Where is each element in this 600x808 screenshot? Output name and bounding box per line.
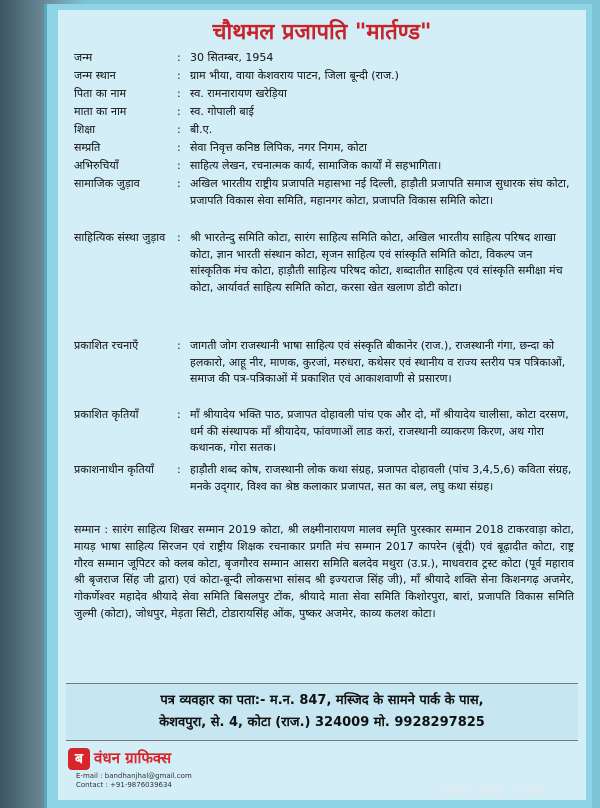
info-value: माँ श्रीयादेय भक्ति पाठ, प्रजापत दोहावली पांच एक और दो, माँ श्रीयादेय चालीसा, कोटा दरसण, धर्म की संस्थापक माँ श्रीयादेय, फांवणाओं लाड करां, राजस्थानी व्याकरण किरण, अथ गोरा कथानक, गोरा सतक। — [190, 408, 569, 454]
publisher-contact: Contact : +91-9876039634 — [76, 781, 172, 789]
biography-panel: चौथमल प्रजापति "मार्तण्ड" जन्म : 30 सितम्बर, 1954 जन्म स्थान : ग्राम भीया, वाया केशवराय पाटन, जिला बून्दी (राज.) पिता का नाम : स्व. रामनारायण खरेड़िया माता का नाम : स्व. गोपाली बाई शिक्षा : बी.ए. सम्प्रति : सेवा निवृत्त कनिष्ठ लिपिक, नगर निगम, कोटा अभिरुचियाँ : साहित्य लेखन, रचनात्मक कार्य, सामाजिक कार्यों में सहभागिता। सामाजिक जुड़ाव : अखिल भारतीय राष्ट्रीय प्रजापति महासभा नई दिल्ली, हाड़ौती प्रजापति समाज सुधारक संघ कोटा, प्रजापति विकास सेवा समिति, महानगर कोटा, प्रजापति विकास समिति कोटा। साहित्यिक संस्था जुड़ाव : श्री भारतेन्दु समिति कोटा, सारंग साहित्य समिति कोटा, अखिल भारतीय साहित्य परिषद शाखा कोटा, ज्ञान भारती संस्थान कोटा, सृजन साहित्य एवं सांस्कृति समिति कोटा, विकल्प जन सांस्कृतिक मंच कोटा, हाड़ौती साहित्य परिषद कोटा, शब्दातीत साहित्य एवं सांस्कृति समीक्षा मंच कोटा, आर्यावर्त साहित्य समिति कोटा, करसा खेत खलाण डोटी कोटा। प्रकाशित रचनाएँ : जागती जोग राजस्थानी भाषा साहित्य एवं संस्कृति बीकानेर (राज.), राजस्थानी गंगा, छन्दा को हलकारो, आहू नीर, माणक, कुरजां, मरुधरा, कथेसर एवं स्थानीय व राज्य स्तरीय पत्र पत्रिकाओं, समाज की पत्र-पत्रिकाओं में प्रकाशित एवं आकाशवाणी से प्रसारण। प्रकाशित कृतियाँ : माँ श्रीयादेय भक्ति पाठ, प्रजापत दोहावली पांच एक और दो, माँ श्रीयादेय चालीसा, कोटा दरसण, धर्म की संस्थापक माँ श्रीयादेय, फांवणाओं लाड करां, राजस्थानी व्याकरण किरण, अथ गोरा कथानक, गोरा सतक। प्रकाशनाधीन कृतियाँ : हाड़ौती शब्द कोष, राजस्थानी लोक कथा संग्रह, प्रजापत दोहावली (पांच 3,4,5,6) कविता संग्रह, मनके उद्‌गार, विश्व का श्रेष्ठ कलाकार प्रजापत, सत का बल, लघु कथा संग्रह। सम्मान : सारंग साहित्य शिखर सम्मान 2019 कोटा, श्री लक्ष्मीनारायण मालव स्मृति पुरस्कार सम्मान 2018 टाकरवाड़ा कोटा, मायड़ भाषा साहित्य सिरजन एवं राष्ट्रीय शिक्षक रचनाकार प्रगति मंच सम्मान 2017 कापरेन (बूंदी) एवं बूढ़ादीत कोटा, राष्ट्र गौरव सम्मान जूपिटर को क्लब कोटा, बृजगौरव सम्मान आसरा समिति बलदेव मथुरा (उ.प्र.), माधवराव ट्रस्ट कोटा (पूर्व महाराव श्री बृजराज सिंह जी द्वारा) एवं कोटा-बून्दी लोकसभा सांसद श्री इज्यराज सिंह जी), माँ श्रीयादे शक्ति सेना किशनगढ़ अजमेर, गोकर्णेश्वर महादेव श्रीयादे सेवा समिति बिसलपुर टोंक, श्रीयादे माता सेवा समिति किशोरपुरा, बारां, प्रजापति विकास समिति जुल्मी (कोटा), जोधपुर, मेड़ता सिटी, टोडारायसिंह ओंक, पुष्कर अजमेर, काव्य कलश कोटा। पत्र व्यवहार का पता:- म.न. 847, मस्जिद के सामने पार्क के पास, केशवपुरा, से. 4, कोटा (राज.) 324009 मो. 9928297825 ब वंधन ग्राफिक्स E-mail : bandhanjhal@gmail.com Contact : +91-9876039634 — [58, 10, 586, 800]
info-value: ग्राम भीया, वाया केशवराय पाटन, जिला बून्दी (राज.) — [190, 69, 399, 82]
photo-timestamp: 28/11/2025 12:09 — [440, 784, 546, 797]
publisher-name: वंधन ग्राफिक्स — [94, 749, 172, 767]
honours-paragraph: सम्मान : सारंग साहित्य शिखर सम्मान 2019 कोटा, श्री लक्ष्मीनारायण मालव स्मृति पुरस्कार सम्मान 2018 टाकरवाड़ा कोटा, मायड़ भाषा साहित्य सिरजन एवं राष्ट्रीय शिक्षक रचनाकार प्रगति मंच सम्मान 2017 कापरेन (बूंदी) एवं बूढ़ादीत कोटा, राष्ट्र गौरव सम्मान जूपिटर को क्लब कोटा, बृजगौरव सम्मान आसरा समिति बलदेव मथुरा (उ.प्र.), माधवराव ट्रस्ट कोटा (पूर्व महाराव श्री बृजराज सिंह जी द्वारा) एवं कोटा-बून्दी लोकसभा सांसद श्री इज्यराज सिंह जी), माँ श्रीयादे शक्ति सेना किशनगढ़ अजमेर, गोकर्णेश्वर महादेव श्रीयादे सेवा समिति बिसलपुर टोंक, श्रीयादे माता सेवा समिति किशोरपुरा, बारां, प्रजापति विकास समिति जुल्मी (कोटा), जोधपुर, मेड़ता सिटी, टोडारायसिंह ओंक, पुष्कर अजमेर, काव्य कलश कोटा। — [74, 523, 574, 620]
info-label: सम्प्रति — [74, 141, 101, 154]
info-value: श्री भारतेन्दु समिति कोटा, सारंग साहित्य समिति कोटा, अखिल भारतीय साहित्य परिषद शाखा कोटा, ज्ञान भारती संस्थान कोटा, सृजन साहित्य एवं सांस्कृति समिति कोटा, विकल्प जन सांस्कृतिक मंच कोटा, हाड़ौती साहित्य परिषद कोटा, शब्दातीत साहित्य एवं सांस्कृति समीक्षा मंच कोटा, आर्यावर्त साहित्य समिति कोटा, करसा खेत खलाण डोटी कोटा। — [190, 231, 563, 294]
info-label: प्रकाशित रचनाएँ — [74, 339, 139, 352]
info-value: जागती जोग राजस्थानी भाषा साहित्य एवं संस्कृति बीकानेर (राज.), राजस्थानी गंगा, छन्दा को हलकारो, आहू नीर, माणक, कुरजां, मरुधरा, कथेसर एवं स्थानीय व राज्य स्तरीय पत्र पत्रिकाओं, समाज की पत्र-पत्रिकाओं में प्रकाशित एवं आकाशवाणी से प्रसारण। — [190, 339, 566, 385]
info-value: हाड़ौती शब्द कोष, राजस्थानी लोक कथा संग्रह, प्रजापत दोहावली (पांच 3,4,5,6) कविता संग्रह, मनके उद्‌गार, विश्व का श्रेष्ठ कलाकार प्रजापत, सत का बल, लघु कथा संग्रह। — [190, 463, 572, 493]
info-label: पिता का नाम — [74, 87, 127, 100]
page-title: चौथमल प्रजापति "मार्तण्ड" — [212, 20, 432, 45]
address-line-1: पत्र व्यवहार का पता:- म.न. 847, मस्जिद के सामने पार्क के पास, — [160, 693, 484, 708]
info-label: प्रकाशनाधीन कृतियाँ — [74, 463, 155, 476]
info-value: स्व. रामनारायण खरेड़िया — [190, 87, 287, 100]
info-label: साहित्यिक संस्था जुड़ाव — [74, 231, 166, 244]
info-value: सेवा निवृत्त कनिष्ठ लिपिक, नगर निगम, कोटा — [190, 141, 367, 154]
info-value: बी.ए. — [190, 123, 213, 136]
info-label: सामाजिक जुड़ाव — [74, 177, 140, 190]
postal-address — [66, 683, 578, 741]
publisher-logo — [68, 748, 208, 794]
info-label: जन्म स्थान — [74, 69, 116, 82]
publisher-email: E-mail : bandhanjhal@gmail.com — [76, 772, 192, 780]
info-label: माता का नाम — [74, 105, 127, 118]
info-label: जन्म — [74, 51, 93, 64]
info-label: अभिरुचियाँ — [74, 159, 119, 172]
bandhan-logo-icon: ब — [68, 748, 90, 770]
info-value: अखिल भारतीय राष्ट्रीय प्रजापति महासभा नई दिल्ली, हाड़ौती प्रजापति समाज सुधारक संघ कोटा, प्रजापति विकास सेवा समिति, महानगर कोटा, प्रजापति विकास समिति कोटा। — [190, 177, 570, 207]
info-value: 30 सितम्बर, 1954 — [190, 51, 274, 64]
info-value: स्व. गोपाली बाई — [190, 105, 254, 118]
info-value: साहित्य लेखन, रचनात्मक कार्य, सामाजिक कार्यों में सहभागिता। — [190, 159, 442, 172]
info-label: प्रकाशित कृतियाँ — [74, 408, 139, 421]
address-line-2: केशवपुरा, से. 4, कोटा (राज.) 324009 मो. 9928297825 — [159, 715, 485, 730]
info-label: शिक्षा — [74, 123, 96, 136]
